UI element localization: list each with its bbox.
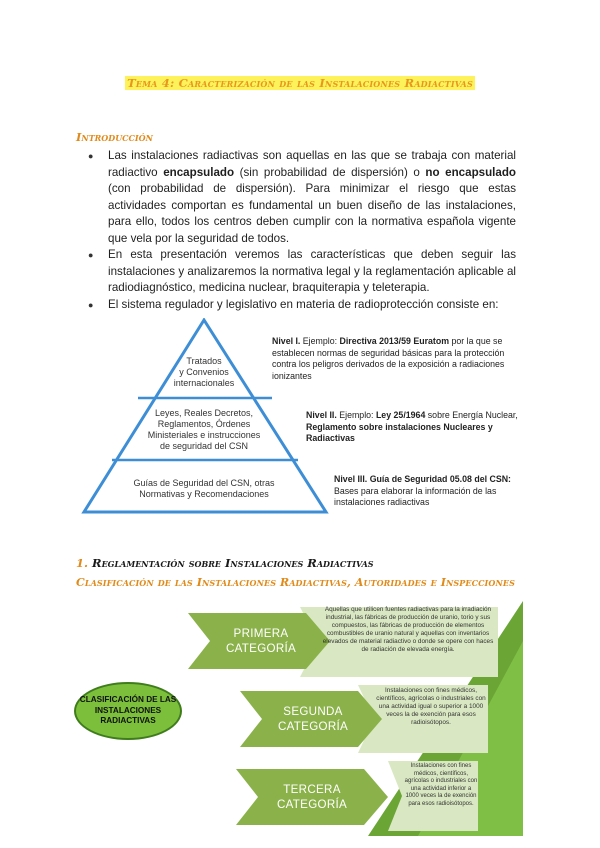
bullet-item: ● El sistema regulador y legislativo en materia de radioprotección consiste en: — [86, 297, 516, 314]
cat-2-label: SEGUNDA CATEGORÍA — [277, 705, 349, 733]
classification-center-oval: CLASIFICACIÓN DE LAS INSTALACIONES RADIACTIVAS — [74, 682, 182, 740]
level-3-description: Nivel III. Guía de Seguridad 05.08 del CSN: Bases para elaborar la información de las instalaciones radiactivas — [334, 474, 511, 507]
tier-2-text: Leyes, Reales Decretos, Reglamentos, Órdenes Ministeriales e instrucciones de seguridad del CSN — [147, 408, 261, 451]
level-1-description: Nivel I. Ejemplo: Directiva 2013/59 Euratom por la que se establecen normas de seguridad básicas para la protección contra los peligros derivados de la exposición a radiaciones ionizantes — [272, 336, 505, 381]
cat-2-description: Instalaciones con fines médicos, científicos, agrícolas o industriales con una actividad igual o superior a 1000 veces la de exención para esos radioisótopos. — [376, 687, 486, 726]
level-2-description: Nivel II. Ejemplo: Ley 25/1964 sobre Energía Nuclear, Reglamento sobre instalaciones Nucleares y Radiactivas — [306, 410, 518, 443]
classification-diagram — [68, 601, 523, 836]
section-1-subheading: Clasificación de las Instalaciones Radiactivas, Autoridades e Inspecciones — [76, 576, 515, 589]
cat-3-label: TERCERA CATEGORÍA — [276, 783, 348, 811]
tier-3-text: Guías de Seguridad del CSN, otras Normativas y Recomendaciones — [133, 478, 275, 499]
page-title — [0, 76, 600, 90]
bullet-item: ● Las instalaciones radiactivas son aquellas en las que se trabaja con material radiactivo encapsulado (sin probabilidad de dispersión) o no encapsulado (con probabilidad de dispersión). Para minimizar el riesgo que estas actividades comportan es fundamental un buen diseño de las instalaciones, para ello, todos los centros deben cumplir con la normativa española vigente que vela por la seguridad de todos. — [86, 148, 516, 247]
intro-bullet-list — [86, 148, 516, 313]
bullet-item: ● En esta presentación veremos las características que deben seguir las instalaciones y analizaremos la normativa legal y la reglamentación aplicable al radiodiagnóstico, medicina nuclear, braquiterapia y teleterapia. — [86, 247, 516, 297]
cat-3-description: Instalaciones con fines médicos, científicos, agrícolas o industriales con una actividad inferior a 1000 veces la de exención para esos radioisótopos. — [404, 763, 478, 807]
section-1-heading: 1. Reglamentación sobre Instalaciones Radiactivas — [76, 556, 374, 570]
page-title-text: Tema 4: Caracterización de las Instalaciones Radiactivas — [127, 76, 473, 90]
cat-1-description: Aquellas que utilicen fuentes radiactivas para la irradiación industrial, las fábricas de producción de uranio, torio y sus compuestos, las fábricas de producción de elementos combustibles de uranio natural y aquellas con inventarios elevados de material radiactivo o donde se opere con haces de radiación de elevada energía. — [322, 606, 494, 653]
tier-1-text: Tratados y Convenios internacionales — [173, 356, 235, 388]
cat-1-label: PRIMERA CATEGORÍA — [225, 627, 297, 655]
intro-heading: Introducción — [76, 130, 153, 144]
